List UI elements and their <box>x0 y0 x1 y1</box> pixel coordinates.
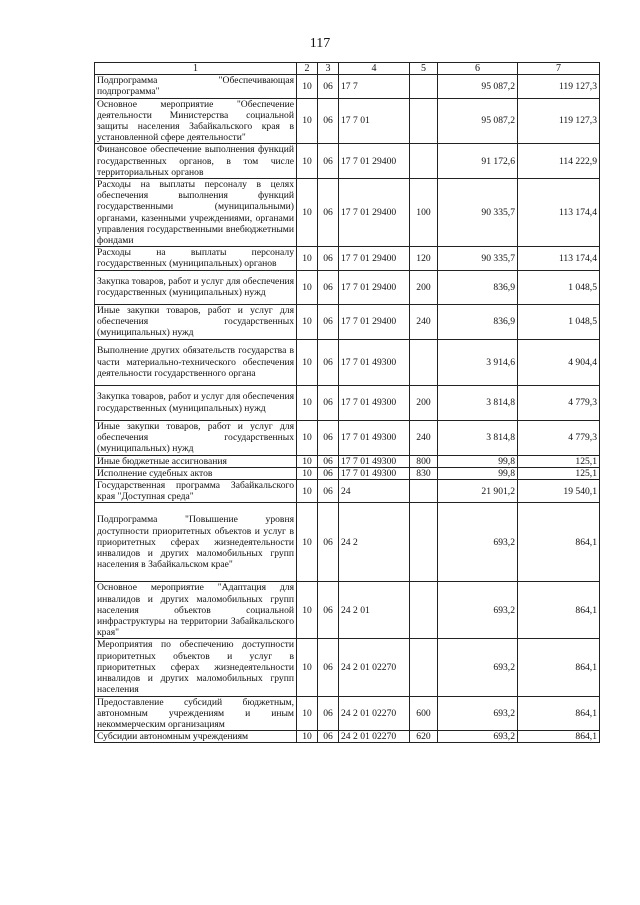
amount-year1-cell: 21 901,2 <box>438 480 518 503</box>
column-header: 5 <box>410 63 438 75</box>
expense-type-cell <box>410 144 438 179</box>
column-header: 3 <box>318 63 339 75</box>
expense-type-cell: 240 <box>410 420 438 455</box>
amount-year1-cell: 99,8 <box>438 455 518 467</box>
amount-year1-cell: 693,2 <box>438 639 518 696</box>
expense-type-cell: 120 <box>410 247 438 270</box>
target-article-cell: 24 2 01 02270 <box>339 696 410 731</box>
amount-year1-cell: 3 914,6 <box>438 339 518 385</box>
target-article-cell: 17 7 01 29400 <box>339 270 410 304</box>
amount-year2-cell: 113 174,4 <box>518 247 600 270</box>
section-code-cell: 10 <box>297 270 318 304</box>
amount-year2-cell: 125,1 <box>518 455 600 467</box>
section-code-cell: 10 <box>297 385 318 420</box>
target-article-cell: 17 7 01 49300 <box>339 385 410 420</box>
subsection-code-cell: 06 <box>318 98 339 144</box>
amount-year1-cell: 693,2 <box>438 582 518 639</box>
section-code-cell: 10 <box>297 339 318 385</box>
table-row <box>95 639 600 696</box>
amount-year2-cell: 864,1 <box>518 696 600 731</box>
section-code-cell: 10 <box>297 696 318 731</box>
row-name-cell: Предоставление субсидий бюджетным, автономным учреждениям и иным некоммерческим организациям <box>95 696 297 731</box>
table-row <box>95 179 600 247</box>
amount-year2-cell: 864,1 <box>518 731 600 743</box>
amount-year1-cell: 3 814,8 <box>438 420 518 455</box>
subsection-code-cell: 06 <box>318 455 339 467</box>
section-code-cell: 10 <box>297 467 318 479</box>
section-code-cell: 10 <box>297 179 318 247</box>
subsection-code-cell: 06 <box>318 696 339 731</box>
expense-type-cell <box>410 480 438 503</box>
amount-year2-cell: 113 174,4 <box>518 179 600 247</box>
table-row <box>95 582 600 639</box>
expense-type-cell <box>410 639 438 696</box>
subsection-code-cell: 06 <box>318 75 339 98</box>
expense-type-cell: 830 <box>410 467 438 479</box>
target-article-cell: 24 2 01 02270 <box>339 639 410 696</box>
row-name-cell: Иные закупки товаров, работ и услуг для обеспечения государственных (муниципальных) нужд <box>95 420 297 455</box>
table-row <box>95 247 600 270</box>
amount-year2-cell: 1 048,5 <box>518 304 600 339</box>
column-header: 7 <box>518 63 600 75</box>
expense-type-cell <box>410 75 438 98</box>
row-name-cell: Подпрограмма "Обеспечивающая подпрограмма" <box>95 75 297 98</box>
subsection-code-cell: 06 <box>318 270 339 304</box>
amount-year1-cell: 90 335,7 <box>438 247 518 270</box>
target-article-cell: 24 2 01 02270 <box>339 731 410 743</box>
row-name-cell: Иные закупки товаров, работ и услуг для обеспечения государственных (муниципальных) нужд <box>95 304 297 339</box>
section-code-cell: 10 <box>297 247 318 270</box>
amount-year2-cell: 864,1 <box>518 639 600 696</box>
amount-year1-cell: 99,8 <box>438 467 518 479</box>
section-code-cell: 10 <box>297 480 318 503</box>
section-code-cell: 10 <box>297 304 318 339</box>
row-name-cell: Иные бюджетные ассигнования <box>95 455 297 467</box>
subsection-code-cell: 06 <box>318 304 339 339</box>
amount-year2-cell: 1 048,5 <box>518 270 600 304</box>
amount-year2-cell: 864,1 <box>518 503 600 582</box>
amount-year2-cell: 19 540,1 <box>518 480 600 503</box>
amount-year1-cell: 95 087,2 <box>438 98 518 144</box>
subsection-code-cell: 06 <box>318 247 339 270</box>
row-name-cell: Исполнение судебных актов <box>95 467 297 479</box>
row-name-cell: Государственная программа Забайкальского края "Доступная среда" <box>95 480 297 503</box>
table-row <box>95 731 600 743</box>
section-code-cell: 10 <box>297 75 318 98</box>
target-article-cell: 24 <box>339 480 410 503</box>
table-row <box>95 385 600 420</box>
amount-year2-cell: 4 904,4 <box>518 339 600 385</box>
subsection-code-cell: 06 <box>318 480 339 503</box>
expense-type-cell <box>410 503 438 582</box>
expense-type-cell: 600 <box>410 696 438 731</box>
expense-type-cell: 200 <box>410 385 438 420</box>
table-row <box>95 696 600 731</box>
row-name-cell: Расходы на выплаты персоналу в целях обеспечения выполнения функций государственными (муниципальными) органами, казенными учреждениями, органами управления государственными внебюджетными фондами <box>95 179 297 247</box>
row-name-cell: Основное мероприятие "Адаптация для инвалидов и других маломобильных групп населения объектов социальной инфраструктуры на территории Забайкальского края" <box>95 582 297 639</box>
budget-table <box>94 62 600 743</box>
target-article-cell: 17 7 01 29400 <box>339 247 410 270</box>
column-header: 2 <box>297 63 318 75</box>
section-code-cell: 10 <box>297 582 318 639</box>
amount-year2-cell: 119 127,3 <box>518 75 600 98</box>
amount-year1-cell: 693,2 <box>438 696 518 731</box>
subsection-code-cell: 06 <box>318 420 339 455</box>
target-article-cell: 17 7 01 49300 <box>339 339 410 385</box>
row-name-cell: Выполнение других обязательств государства в части материально-технического обеспечения деятельности государственного органа <box>95 339 297 385</box>
expense-type-cell <box>410 98 438 144</box>
table-row <box>95 420 600 455</box>
column-header: 4 <box>339 63 410 75</box>
expense-type-cell: 100 <box>410 179 438 247</box>
subsection-code-cell: 06 <box>318 144 339 179</box>
table-row <box>95 144 600 179</box>
row-name-cell: Финансовое обеспечение выполнения функций государственных органов, в том числе территориальных органов <box>95 144 297 179</box>
expense-type-cell: 800 <box>410 455 438 467</box>
target-article-cell: 17 7 01 29400 <box>339 144 410 179</box>
section-code-cell: 10 <box>297 455 318 467</box>
amount-year1-cell: 3 814,8 <box>438 385 518 420</box>
amount-year1-cell: 836,9 <box>438 270 518 304</box>
target-article-cell: 17 7 01 49300 <box>339 420 410 455</box>
table-row <box>95 467 600 479</box>
amount-year2-cell: 119 127,3 <box>518 98 600 144</box>
section-code-cell: 10 <box>297 731 318 743</box>
amount-year1-cell: 836,9 <box>438 304 518 339</box>
row-name-cell: Расходы на выплаты персоналу государственных (муниципальных) органов <box>95 247 297 270</box>
section-code-cell: 10 <box>297 420 318 455</box>
amount-year1-cell: 693,2 <box>438 503 518 582</box>
subsection-code-cell: 06 <box>318 582 339 639</box>
subsection-code-cell: 06 <box>318 385 339 420</box>
expense-type-cell <box>410 339 438 385</box>
table-row <box>95 339 600 385</box>
table-row <box>95 455 600 467</box>
target-article-cell: 24 2 01 <box>339 582 410 639</box>
row-name-cell: Закупка товаров, работ и услуг для обеспечения государственных (муниципальных) нужд <box>95 385 297 420</box>
target-article-cell: 17 7 01 <box>339 98 410 144</box>
amount-year2-cell: 4 779,3 <box>518 385 600 420</box>
header-row <box>95 63 600 75</box>
subsection-code-cell: 06 <box>318 339 339 385</box>
amount-year2-cell: 125,1 <box>518 467 600 479</box>
row-name-cell: Подпрограмма "Повышение уровня доступности приоритетных объектов и услуг в приоритетных сферах жизнедеятельности инвалидов и других маломобильных групп населения в Забайкальском крае" <box>95 503 297 582</box>
expense-type-cell: 200 <box>410 270 438 304</box>
expense-type-cell: 620 <box>410 731 438 743</box>
row-name-cell: Основное мероприятие "Обеспечение деятельности Министерства социальной защиты населения Забайкальского края в установленной сфере деятельности" <box>95 98 297 144</box>
subsection-code-cell: 06 <box>318 503 339 582</box>
amount-year1-cell: 91 172,6 <box>438 144 518 179</box>
amount-year1-cell: 90 335,7 <box>438 179 518 247</box>
target-article-cell: 17 7 01 29400 <box>339 304 410 339</box>
subsection-code-cell: 06 <box>318 179 339 247</box>
table-row <box>95 98 600 144</box>
table-row <box>95 75 600 98</box>
section-code-cell: 10 <box>297 98 318 144</box>
row-name-cell: Закупка товаров, работ и услуг для обеспечения государственных (муниципальных) нужд <box>95 270 297 304</box>
section-code-cell: 10 <box>297 503 318 582</box>
target-article-cell: 17 7 01 49300 <box>339 455 410 467</box>
table-row <box>95 480 600 503</box>
amount-year2-cell: 4 779,3 <box>518 420 600 455</box>
table-row <box>95 304 600 339</box>
target-article-cell: 17 7 01 49300 <box>339 467 410 479</box>
subsection-code-cell: 06 <box>318 731 339 743</box>
expense-type-cell: 240 <box>410 304 438 339</box>
table-row <box>95 503 600 582</box>
table-row <box>95 270 600 304</box>
target-article-cell: 17 7 <box>339 75 410 98</box>
column-header: 1 <box>95 63 297 75</box>
amount-year1-cell: 95 087,2 <box>438 75 518 98</box>
page-number: 117 <box>309 36 331 51</box>
subsection-code-cell: 06 <box>318 639 339 696</box>
section-code-cell: 10 <box>297 639 318 696</box>
subsection-code-cell: 06 <box>318 467 339 479</box>
row-name-cell: Субсидии автономным учреждениям <box>95 731 297 743</box>
target-article-cell: 24 2 <box>339 503 410 582</box>
expense-type-cell <box>410 582 438 639</box>
section-code-cell: 10 <box>297 144 318 179</box>
amount-year2-cell: 114 222,9 <box>518 144 600 179</box>
row-name-cell: Мероприятия по обеспечению доступности приоритетных объектов и услуг в приоритетных сферах жизнедеятельности инвалидов и других маломобильных групп населения <box>95 639 297 696</box>
amount-year1-cell: 693,2 <box>438 731 518 743</box>
target-article-cell: 17 7 01 29400 <box>339 179 410 247</box>
column-header: 6 <box>438 63 518 75</box>
amount-year2-cell: 864,1 <box>518 582 600 639</box>
